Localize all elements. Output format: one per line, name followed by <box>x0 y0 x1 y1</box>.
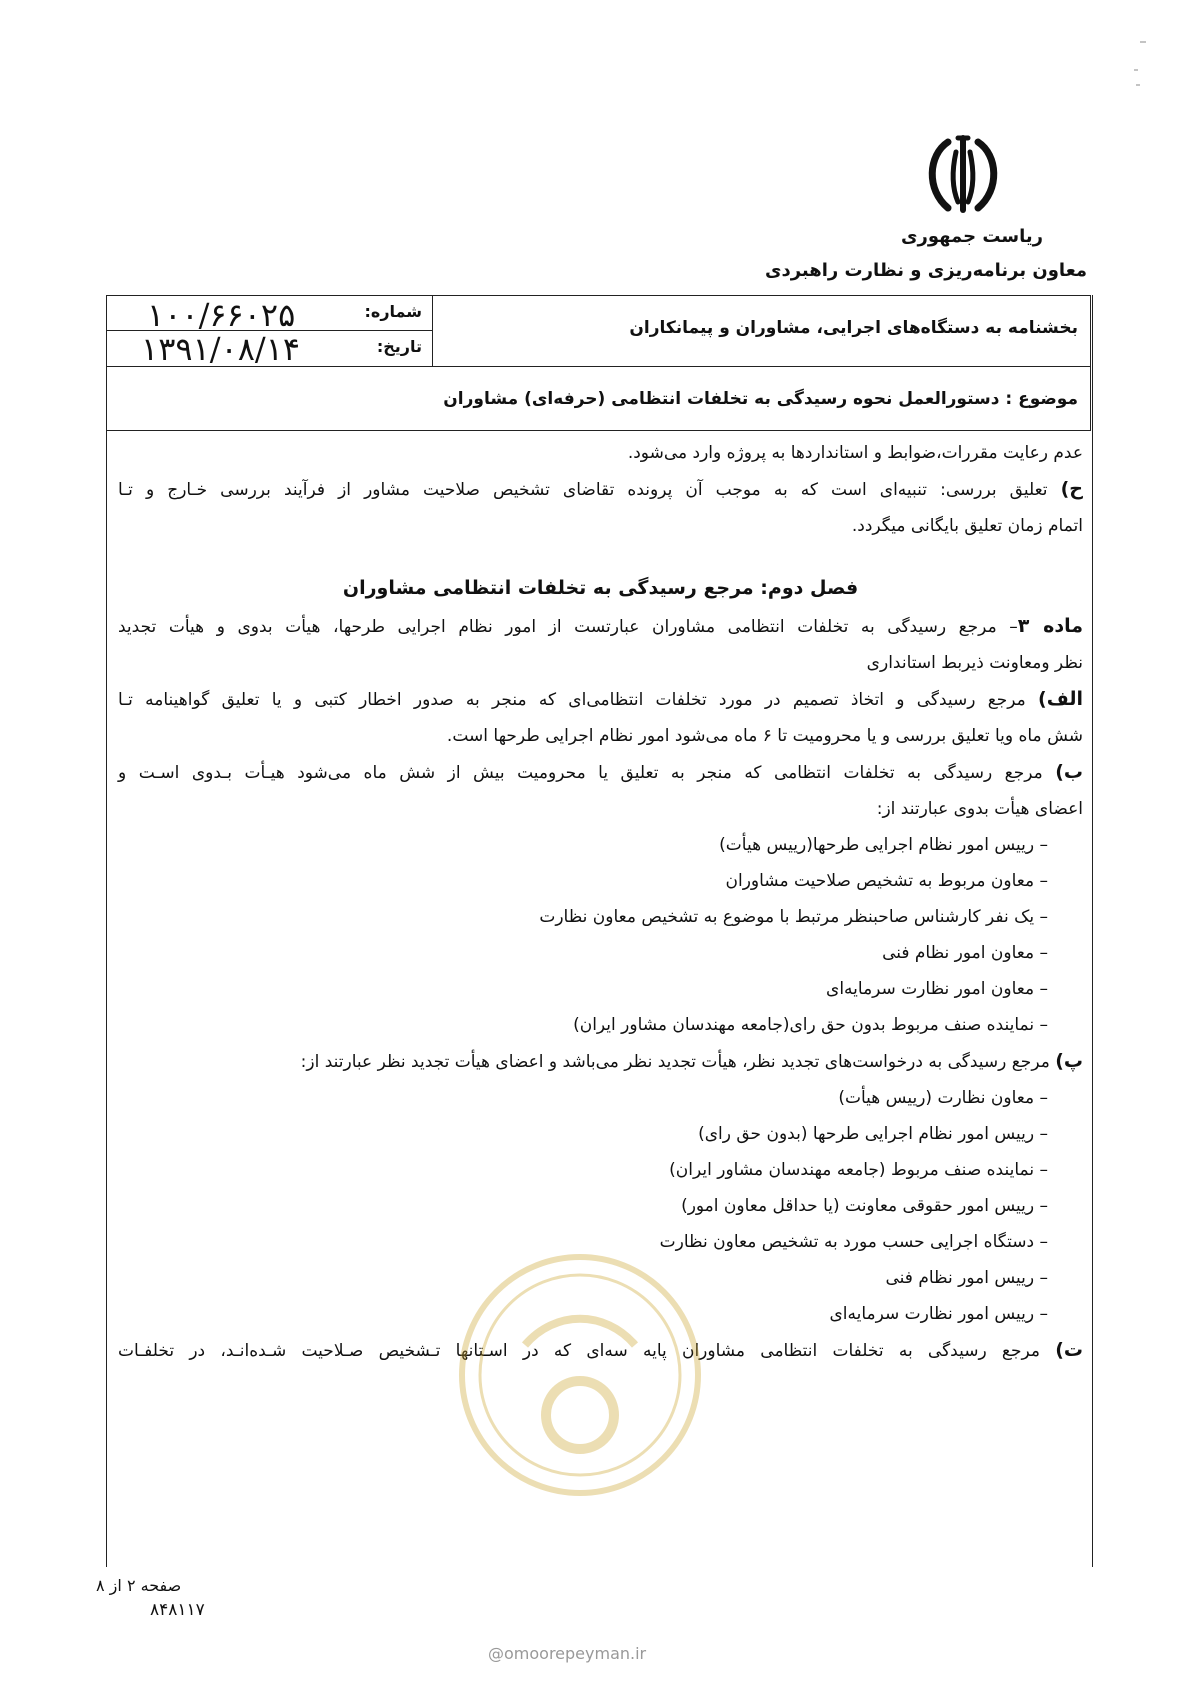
subject-line: موضوع : دستورالعمل نحوه رسیدگی به تخلفات انتظامی (حرفه‌ای) مشاوران <box>443 389 1078 409</box>
letter-header-box <box>106 295 1091 431</box>
letter-body <box>108 435 1093 1369</box>
letter-number: ۱۰۰/۶۶۰۲۵ <box>147 296 296 334</box>
item-alef-cont: شش ماه ویا تعلیق بررسی و یا محرومیت تا ۶ ماه می‌شود امور نظام اجرایی طرحها است. <box>446 726 1083 746</box>
article-3 <box>108 608 1093 645</box>
item-h <box>108 471 1093 508</box>
item-h-label: ح) <box>1060 478 1083 500</box>
appeal-board-member: – رییس امور نظارت سرمایه‌ای <box>829 1304 1048 1324</box>
item-alef-text: مرجع رسیدگی و اتخاذ تصمیم در مورد تخلفات انتظامی‌ای که منجر به صدور اخطار کتبی و یا تعلیق گواهینامه تـا <box>118 690 1026 710</box>
primary-board-member: – رییس امور نظام اجرایی طرحها(رییس هیأت) <box>719 835 1048 855</box>
number-label: شماره: <box>364 302 422 321</box>
item-te-text: مرجع رسیدگی به تخلفات انتظامی مشاوران پایه سه‌ای که در اسـتانها تـشخیص صـلاحیت شـده‌انـد، در تخلفـات <box>118 1341 1040 1361</box>
item-te-label: ت) <box>1055 1339 1084 1361</box>
item-pe <box>108 1043 1093 1080</box>
primary-board-member: – معاون امور نظام فنی <box>882 943 1048 963</box>
appeal-board-member: – رییس امور نظام اجرایی طرحها (بدون حق رای) <box>698 1124 1048 1144</box>
item-be-cont: اعضای هیأت بدوی عبارتند از: <box>876 799 1083 819</box>
corner-marks-icon <box>1120 30 1160 90</box>
primary-board-member: – معاون امور نظارت سرمایه‌ای <box>826 979 1048 999</box>
primary-board-member: – یک نفر کارشناس صاحبنظر مرتبط با موضوع به تشخیص معاون نظارت <box>539 907 1048 927</box>
org-name-presidency: ریاست جمهوری <box>901 226 1043 247</box>
appeal-board-member: – معاون نظارت (رییس هیأت) <box>838 1088 1048 1108</box>
article-3-label: ماده ۳ <box>1017 615 1084 637</box>
item-h-cont: اتمام زمان تعلیق بایگانی میگردد. <box>851 516 1083 536</box>
item-pe-text: مرجع رسیدگی به درخواست‌های تجدید نظر، هیأت تجدید نظر می‌باشد و اعضای هیأت تجدید نظر عبارتند از: <box>300 1052 1050 1072</box>
item-be-label: ب) <box>1055 761 1083 783</box>
chapter-heading: فصل دوم: مرجع رسیدگی به تخلفات انتظامی مشاوران <box>342 577 859 599</box>
recipients-line: بخشنامه به دستگاه‌های اجرایی، مشاوران و پیمانکاران <box>629 318 1078 338</box>
intro-line: عدم رعایت مقررات،ضوابط و استانداردها به پروژه وارد می‌شود. <box>627 443 1083 463</box>
item-h-text: تعلیق بررسی: تنبیه‌ای است که به موجب آن پرونده تقاضای تشخیص صلاحیت مشاور از فرآیند بررسی خـارج و تـا <box>118 480 1048 500</box>
primary-board-member: – نماینده صنف مربوط بدون حق رای(جامعه مهندسان مشاور ایران) <box>573 1015 1048 1035</box>
item-alef <box>108 681 1093 718</box>
item-alef-label: الف) <box>1038 688 1083 710</box>
document-code: ۸۴۸۱۱۷ <box>150 1600 205 1620</box>
item-pe-label: پ) <box>1055 1050 1083 1072</box>
watermark-stamp-icon <box>455 1250 705 1500</box>
item-be-text: مرجع رسیدگی به تخلفات انتظامی که منجر به تعلیق یا محرومیت بیش از شش ماه می‌شود هیـأت بـدوی اسـت و <box>118 763 1043 783</box>
number-date-box <box>107 296 433 366</box>
watermark-website: @omoorepeyman.ir <box>488 1644 647 1663</box>
date-label: تاریخ: <box>376 337 422 356</box>
page-number: صفحه ۲ از ۸ <box>96 1576 182 1595</box>
appeal-board-member: – دستگاه اجرایی حسب مورد به تشخیص معاون نظارت <box>659 1232 1048 1252</box>
iran-emblem-icon <box>918 130 1008 220</box>
appeal-board-member: – رییس امور نظام فنی <box>885 1268 1048 1288</box>
org-name-deputy: معاون برنامه‌ریزی و نظارت راهبردی <box>764 260 1087 281</box>
appeal-board-member: – نماینده صنف مربوط (جامعه مهندسان مشاور ایران) <box>669 1160 1048 1180</box>
item-be <box>108 754 1093 791</box>
primary-board-member: – معاون مربوط به تشخیص صلاحیت مشاوران <box>725 871 1048 891</box>
article-3-cont: نظر ومعاونت ذیربط استانداری <box>866 653 1083 673</box>
letter-date: ۱۳۹۱/۰۸/۱۴ <box>141 330 301 368</box>
article-3-text: – مرجع رسیدگی به تخلفات انتظامی مشاوران عبارتست از امور نظام اجرایی طرحها، هیأت بدوی و هیأت تجدید <box>118 617 1018 637</box>
appeal-board-member: – رییس امور حقوقی معاونت (یا حداقل معاون امور) <box>681 1196 1048 1216</box>
